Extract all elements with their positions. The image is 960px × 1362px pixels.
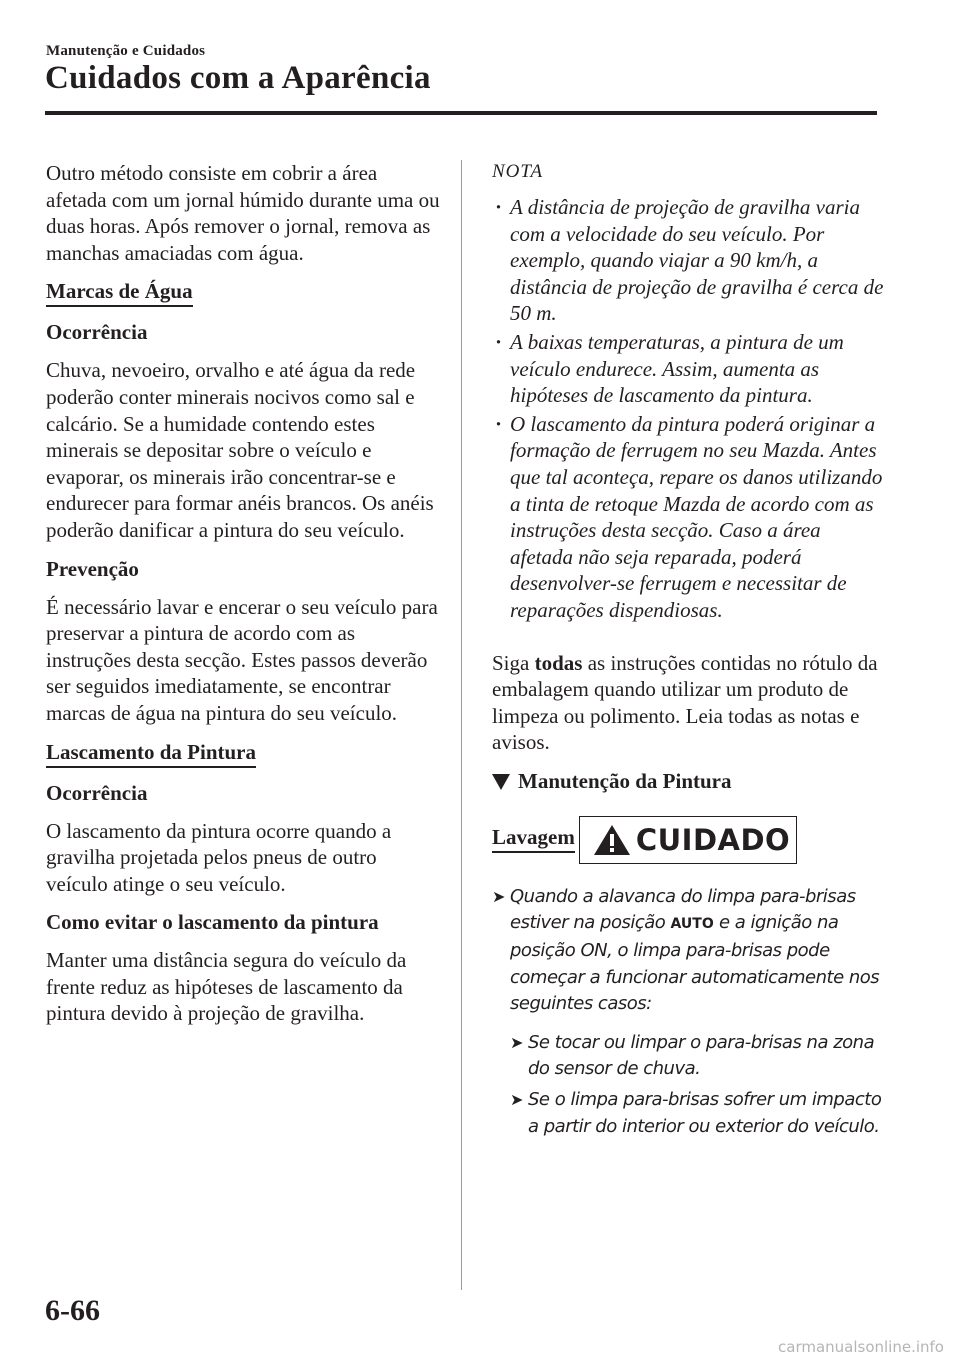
chipping-avoid-label: Como evitar o lascamento da pintura <box>46 910 379 935</box>
caution-box <box>579 816 797 864</box>
chipping-avoid-text: Manter uma distância segura do veículo da frente reduz as hipóteses de lascamento da pintura devido à projeção de gravilha. <box>46 948 407 1026</box>
arrow-bullet-icon: ➤ <box>510 1090 523 1110</box>
washing-heading: Lavagem <box>492 824 575 853</box>
caution-list <box>492 884 887 1140</box>
page-number: 6-66 <box>45 1294 100 1327</box>
water-marks-prevention-text: É necessário lavar e encerar o seu veículo para preservar a pintura de acordo com as instruções desta secção. Estes passos deverão ser seguidos imediatamente, se encontrar marcas de água na pintura do seu veículo. <box>46 594 438 725</box>
water-marks-occurrence-label: Ocorrência <box>46 320 148 345</box>
bullet-dot-icon: · <box>495 329 503 354</box>
maintenance-heading <box>492 768 887 794</box>
page-title: Cuidados com a Aparência <box>45 60 431 96</box>
intro-paragraph: Outro método consiste em cobrir a área afetada com um jornal húmido durante uma ou duas horas. Após remover o jornal, remova as manchas amaciadas com água. <box>46 161 440 265</box>
water-marks-prevention-label: Prevenção <box>46 556 139 581</box>
nota-item-text: A distância de projeção de gravilha varia com a velocidade do seu veículo. Por exemplo, quando viajar a 90 km/h, a distância de projeção de gravilha é cerca de 50 m. <box>510 195 884 326</box>
nota-item <box>492 411 887 624</box>
auto-position-icon: AUTO <box>670 916 714 933</box>
title-rule <box>45 111 877 115</box>
caution-main-pre: Quando a alavanca do limpa para-brisas estiver na posição <box>510 885 856 934</box>
right-column <box>492 160 887 1144</box>
chipping-heading: Lascamento da Pintura <box>46 739 256 768</box>
follow-post: as instruções contidas no rótulo da embalagem quando utilizar um produto de limpeza ou polimento. Leia todas as notas e avisos. <box>492 650 878 755</box>
caution-sub-list <box>510 1030 887 1140</box>
water-marks-occurrence-text: Chuva, nevoeiro, orvalho e até água da rede poderão conter minerais nocivos como sal e calcário. Se a humidade contendo estes minerais se depositar sobre o veículo e evaporar, os minerais irão concentrar-se e endurecer para formar anéis brancos. Os anéis poderão danificar a pintura do seu veículo. <box>46 358 434 542</box>
follow-bold: todas <box>534 650 583 675</box>
nota-item-text: O lascamento da pintura poderá originar a formação de ferrugem no seu Mazda. Antes que tal aconteça, repare os danos utilizando a tinta de retoque Mazda de acordo com as instruções desta secção. Caso a área afetada não seja reparada, poderá desenvolver-se ferrugem e necessitar de reparações dispendiosas. <box>510 411 883 622</box>
nota-list <box>492 194 887 624</box>
follow-pre: Siga <box>492 650 535 675</box>
nota-item-text: A baixas temperaturas, a pintura de um veículo endurece. Assim, aumenta as hipóteses de lascamento da pintura. <box>510 329 844 408</box>
caution-label: CUIDADO <box>635 822 791 857</box>
section-label: Manutenção e Cuidados <box>46 43 206 59</box>
caution-sub-item <box>510 1087 887 1140</box>
watermark: carmanualsonline.info <box>778 1338 944 1356</box>
bullet-dot-icon: · <box>495 195 503 219</box>
arrow-bullet-icon: ➤ <box>510 1032 523 1052</box>
left-column <box>46 160 441 1039</box>
nota-label: NOTA <box>492 161 544 182</box>
nota-item <box>492 194 887 327</box>
chipping-occurrence-label: Ocorrência <box>46 780 148 805</box>
caution-sub-item <box>510 1030 887 1083</box>
caution-sub-text: Se tocar ou limpar o para-brisas na zona do sensor de chuva. <box>528 1031 875 1080</box>
water-marks-heading: Marcas de Água <box>46 278 193 307</box>
caution-main-post: e a ignição na posição ON, o limpa para-brisas pode começar a funcionar automaticamente nos seguintes casos: <box>510 912 880 1015</box>
caution-sub-text: Se o limpa para-brisas sofrer um impacto a partir do interior ou exterior do veículo. <box>528 1089 882 1137</box>
triangle-down-icon <box>492 774 510 790</box>
caution-item <box>492 884 887 1140</box>
arrow-bullet-icon: ➤ <box>492 886 505 906</box>
bullet-dot-icon: · <box>495 411 503 436</box>
warning-triangle-icon <box>592 823 632 857</box>
maintenance-heading-text: Manutenção da Pintura <box>518 768 732 793</box>
nota-item <box>492 329 887 409</box>
chipping-occurrence-text: O lascamento da pintura ocorre quando a gravilha projetada pelos pneus de outro veículo atinge o seu veículo. <box>46 818 392 896</box>
column-divider <box>461 160 462 1290</box>
follow-instructions-paragraph <box>492 650 887 756</box>
